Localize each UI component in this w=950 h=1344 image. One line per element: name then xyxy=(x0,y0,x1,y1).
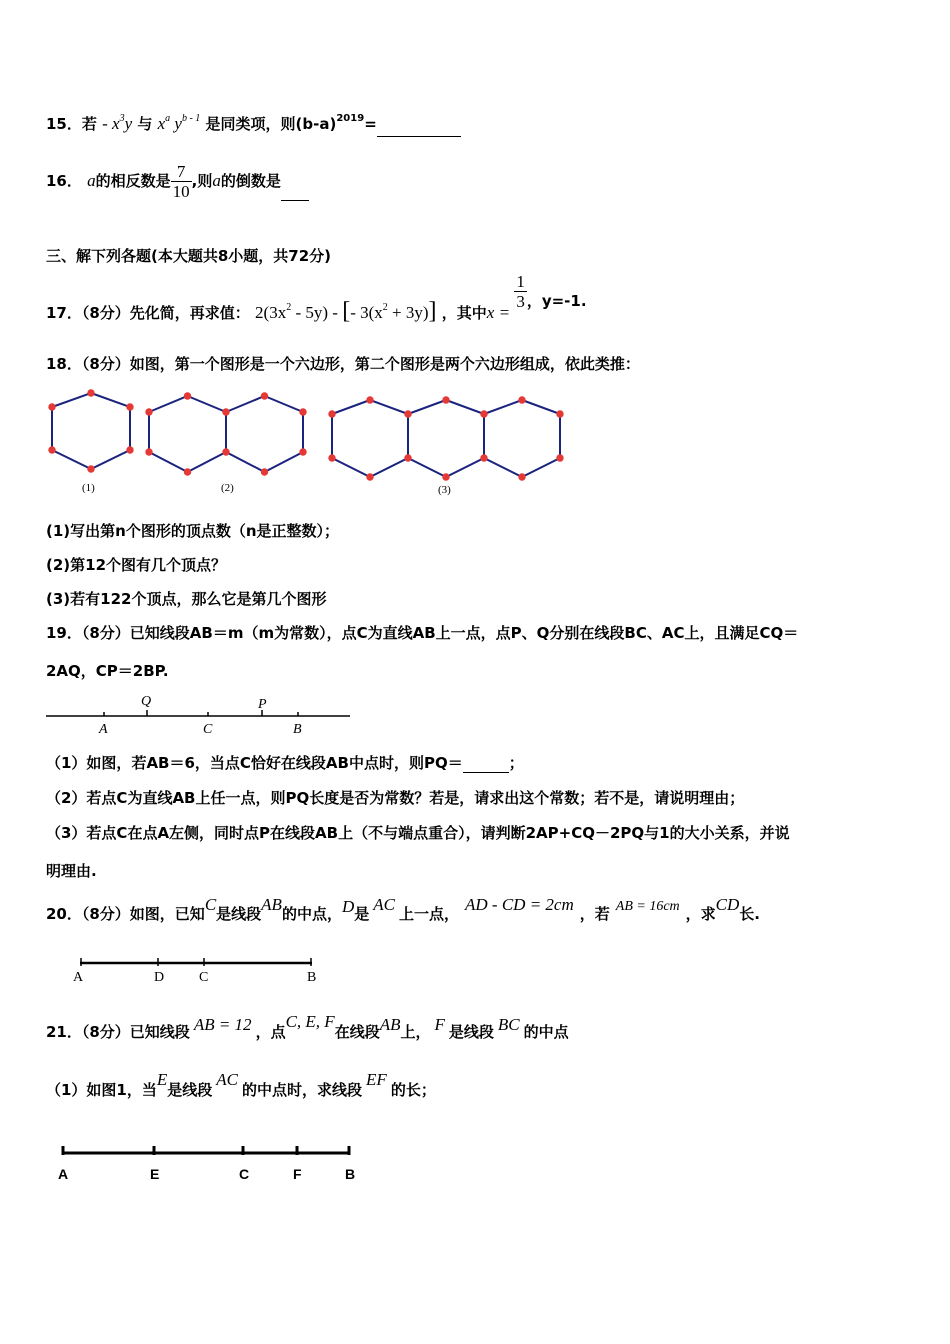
label-b: B xyxy=(307,970,317,985)
section-heading: 三、解下列各题(本大题共8小题，共72分) xyxy=(46,247,332,265)
term-2: $x^a$ $y^{b - 1}$ xyxy=(157,113,201,133)
question-20: 20．（8分）如图，已知C是线段AB的中点，D是 AC 上一点， AD - CD = 2cm ，若 AB = 16cm ，求CD长. xyxy=(46,895,760,923)
label-p: P xyxy=(258,697,267,712)
label-a: A xyxy=(99,722,108,737)
q19-part-2: （2）若点C为直线AB上任一点，则PQ长度是否为常数？若是，请求出这个常数；若不是，请说明理由； xyxy=(46,789,745,807)
expression: $2(3x^2 - 5y)$ - [- $3(x^2 + 3y)$] xyxy=(255,298,437,324)
label-a: A xyxy=(58,1166,69,1182)
label-c: C xyxy=(239,1166,250,1182)
question-15: 15．若 - $x^3y$ 与 $x^a$ $y^{b - 1}$ 是同类项，则$(b-a)^{2019}=$ xyxy=(46,114,461,137)
question-16: 16． a的相反数是 $\frac{7}{10}$ ,则a的倒数是 xyxy=(46,162,309,201)
term-1: - $x^3y$ xyxy=(102,113,133,133)
question-21: 21．（8分）已知线段 AB = 12 ，点C, E, F在线段AB上， F 是线段 BC 的中点 xyxy=(46,1012,569,1041)
label-b: B xyxy=(293,722,302,737)
fraction: $\frac{1}{3}$ xyxy=(516,272,525,311)
q19-part-3-line-2: 明理由. xyxy=(46,862,97,880)
label-b: B xyxy=(345,1166,356,1182)
label-c: C xyxy=(203,722,213,737)
q18-part-3: (3)若有122个顶点，那么它是第几个图形 xyxy=(46,590,327,608)
label-e: E xyxy=(150,1166,160,1182)
label-c: C xyxy=(199,970,209,985)
label-d: D xyxy=(154,970,165,985)
label-f: F xyxy=(293,1166,302,1182)
q18-part-1: (1)写出第n个图形的顶点数（n是正整数）； xyxy=(46,522,340,540)
question-18: 18．（8分）如图，第一个图形是一个六边形，第二个图形是两个六边形组成，依此类推： xyxy=(46,355,640,373)
q21-part-1: （1）如图1，当E是线段AC的中点时，求线段EF的长； xyxy=(46,1070,436,1099)
q19-part-1: （1）如图，若AB＝6，当点C恰好在线段AB中点时，则PQ＝ ； xyxy=(46,754,524,772)
q19-part-3-line-1: （3）若点C在点A左侧，同时点P在线段AB上（不与端点重合），请判断2AP+CQ－2PQ与1的大小关系，并说 xyxy=(46,824,790,842)
figure-caption-1: (1) xyxy=(82,482,95,494)
label-a: A xyxy=(73,970,84,985)
fraction: $\frac{7}{10}$ xyxy=(172,162,190,201)
q18-part-2: (2)第12个图有几个顶点？ xyxy=(46,556,227,574)
figure-caption-2: (2) xyxy=(221,482,234,494)
question-19-line-2: 2AQ，CP＝2BP. xyxy=(46,662,169,680)
figure-caption-3: (3) xyxy=(438,484,451,496)
label-q: Q xyxy=(141,694,152,709)
question-19-line-1: 19．（8分）已知线段AB＝m（m为常数），点C为直线AB上一点，点P、Q分别在线段BC、AC上，且满足CQ＝ xyxy=(46,624,799,642)
question-17: 17．（8分）先化简，再求值： $2(3x^2 - 5y)$ - [- $3(x^2 + 3y)$] ，其中x = $\frac{1}{3}$ ，y=-1. xyxy=(46,272,587,324)
